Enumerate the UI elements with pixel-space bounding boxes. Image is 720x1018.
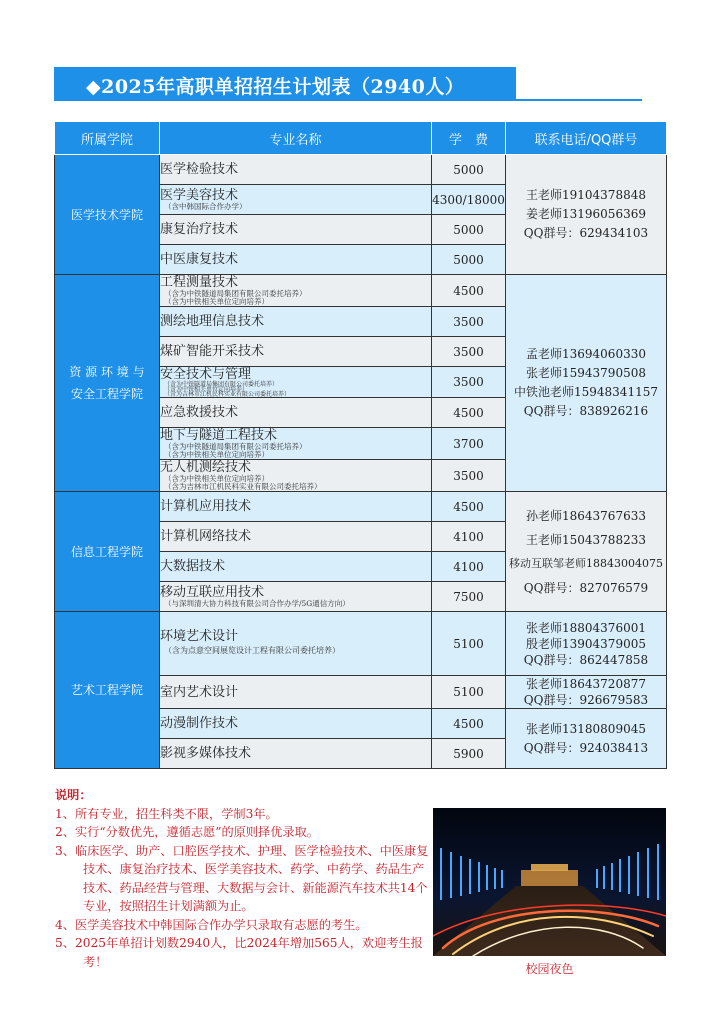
note-item: 3、临床医学、助产、口腔医学技术、护理、医学检验技术、中医康复技术、康复治疗技术、医学美容技术、药学、中药学、药品生产技术、药品经营与管理、大数据与会计、新能源汽车技术共14个专业，按照招生计划满额为止。 (55, 843, 429, 913)
fee-cell: 4500 (432, 709, 506, 739)
major-cell: 工程测量技术 （含为中铁隧道局集团有限公司委托培养） （含为中铁相关单位定向培养） (160, 275, 432, 307)
fee-cell: 5000 (432, 215, 506, 245)
fee-cell: 3500 (432, 307, 506, 337)
major-cell: 测绘地理信息技术 (160, 307, 432, 337)
header-college: 所属学院 (55, 122, 160, 155)
major-cell: 煤矿智能开采技术 (160, 337, 432, 367)
contact-information: 孙老师18643767633 王老师15043788233 移动互联邹老师18843004075 QQ群号：827076579 (506, 492, 667, 612)
note-item: 2、实行“分数优先，遵循志愿”的原则择优录取。 (55, 825, 319, 839)
fee-cell: 5000 (432, 155, 506, 185)
fee-cell: 5000 (432, 245, 506, 275)
table-row (55, 612, 667, 676)
major-cell: 医学检验技术 (160, 155, 432, 185)
table-row (55, 275, 667, 307)
fee-cell: 3500 (432, 460, 506, 492)
fee-cell: 7500 (432, 582, 506, 612)
campus-night-photo (433, 808, 666, 956)
note-item: 1、所有专业，招生科类不限，学制3年。 (55, 806, 278, 821)
notes-section (55, 786, 435, 971)
fee-cell: 4500 (432, 398, 506, 428)
fee-cell: 3700 (432, 428, 506, 460)
header-fee: 学 费 (432, 122, 506, 155)
header-major: 专业名称 (160, 122, 432, 155)
fee-cell: 4500 (432, 275, 506, 307)
page-title: ◆2025年高职单招招生计划表（2940人） (86, 76, 465, 98)
photo-caption: 校园夜色 (525, 962, 574, 976)
campus-night-illustration (433, 808, 666, 956)
college-art: 艺术工程学院 (55, 612, 160, 769)
college-resource-safety: 资 源 环 境 与 安全工程学院 (55, 275, 160, 492)
major-cell: 影视多媒体技术 (160, 739, 432, 769)
college-medical: 医学技术学院 (55, 155, 160, 275)
major-cell: 环境艺术设计 （含为点意空间展览设计工程有限公司委托培养） (160, 612, 432, 676)
major-cell: 无人机测绘技术 （含为中铁相关单位定向培养） （含为吉林市江机民科实业有限公司委托培养） (160, 460, 432, 492)
fee-cell: 4100 (432, 522, 506, 552)
major-cell: 大数据技术 (160, 552, 432, 582)
college-information: 信息工程学院 (55, 492, 160, 612)
fee-cell: 5100 (432, 676, 506, 709)
table-row (55, 155, 667, 185)
fee-cell: 5900 (432, 739, 506, 769)
major-cell: 移动互联应用技术 （与深圳清大协力科技有限公司合作办学/5G通信方向） (160, 582, 432, 612)
contact-resource-safety: 孟老师13694060330 张老师15943790508 中铁池老师15948341157 QQ群号：838926216 (506, 275, 667, 492)
contact-art-3: 张老师13180809045 QQ群号：924038413 (506, 709, 667, 769)
major-cell: 计算机网络技术 (160, 522, 432, 552)
fee-cell: 4300/18000 (432, 185, 506, 215)
contact-art-1: 张老师18804376001 殷老师13904379005 QQ群号：862447858 (506, 612, 667, 676)
table-header-row (55, 122, 667, 155)
title-underline (516, 99, 642, 101)
fee-cell: 3500 (432, 367, 506, 398)
fee-cell: 4500 (432, 492, 506, 522)
table-row (55, 492, 667, 522)
major-cell: 应急救援技术 (160, 398, 432, 428)
note-item: 4、医学美容技术中韩国际合作办学只录取有志愿的考生。 (55, 917, 368, 932)
note-item: 5、2025年单招计划数2940人，比2024年增加565人，欢迎考生报考！ (55, 936, 423, 969)
fee-cell: 3500 (432, 337, 506, 367)
major-cell: 医学美容技术 （含中韩国际合作办学） (160, 185, 432, 215)
contact-medical: 王老师19104378848 姜老师13196056369 QQ群号：629434103 (506, 155, 667, 275)
fee-cell: 4100 (432, 552, 506, 582)
major-cell: 室内艺术设计 (160, 676, 432, 709)
contact-art-2: 张老师18643720877 QQ群号：926679583 (506, 676, 667, 709)
major-cell: 康复治疗技术 (160, 215, 432, 245)
fee-cell: 5100 (432, 612, 506, 676)
enrollment-plan-table (54, 121, 667, 769)
header-contact: 联系电话/QQ群号 (506, 122, 667, 155)
major-cell: 计算机应用技术 (160, 492, 432, 522)
major-cell: 地下与隧道工程技术 （含为中铁隧道局集团有限公司委托培养） （含为中铁相关单位定向培养） (160, 428, 432, 460)
major-cell: 中医康复技术 (160, 245, 432, 275)
major-cell: 安全技术与管理 （含为中铁隧道局集团有限公司委托培养） （含为中铁相关单位定向培养） （含为吉林市江机民科实业有限公司委托培养） (160, 367, 432, 398)
notes-heading: 说明： (55, 788, 92, 802)
major-cell: 动漫制作技术 (160, 709, 432, 739)
